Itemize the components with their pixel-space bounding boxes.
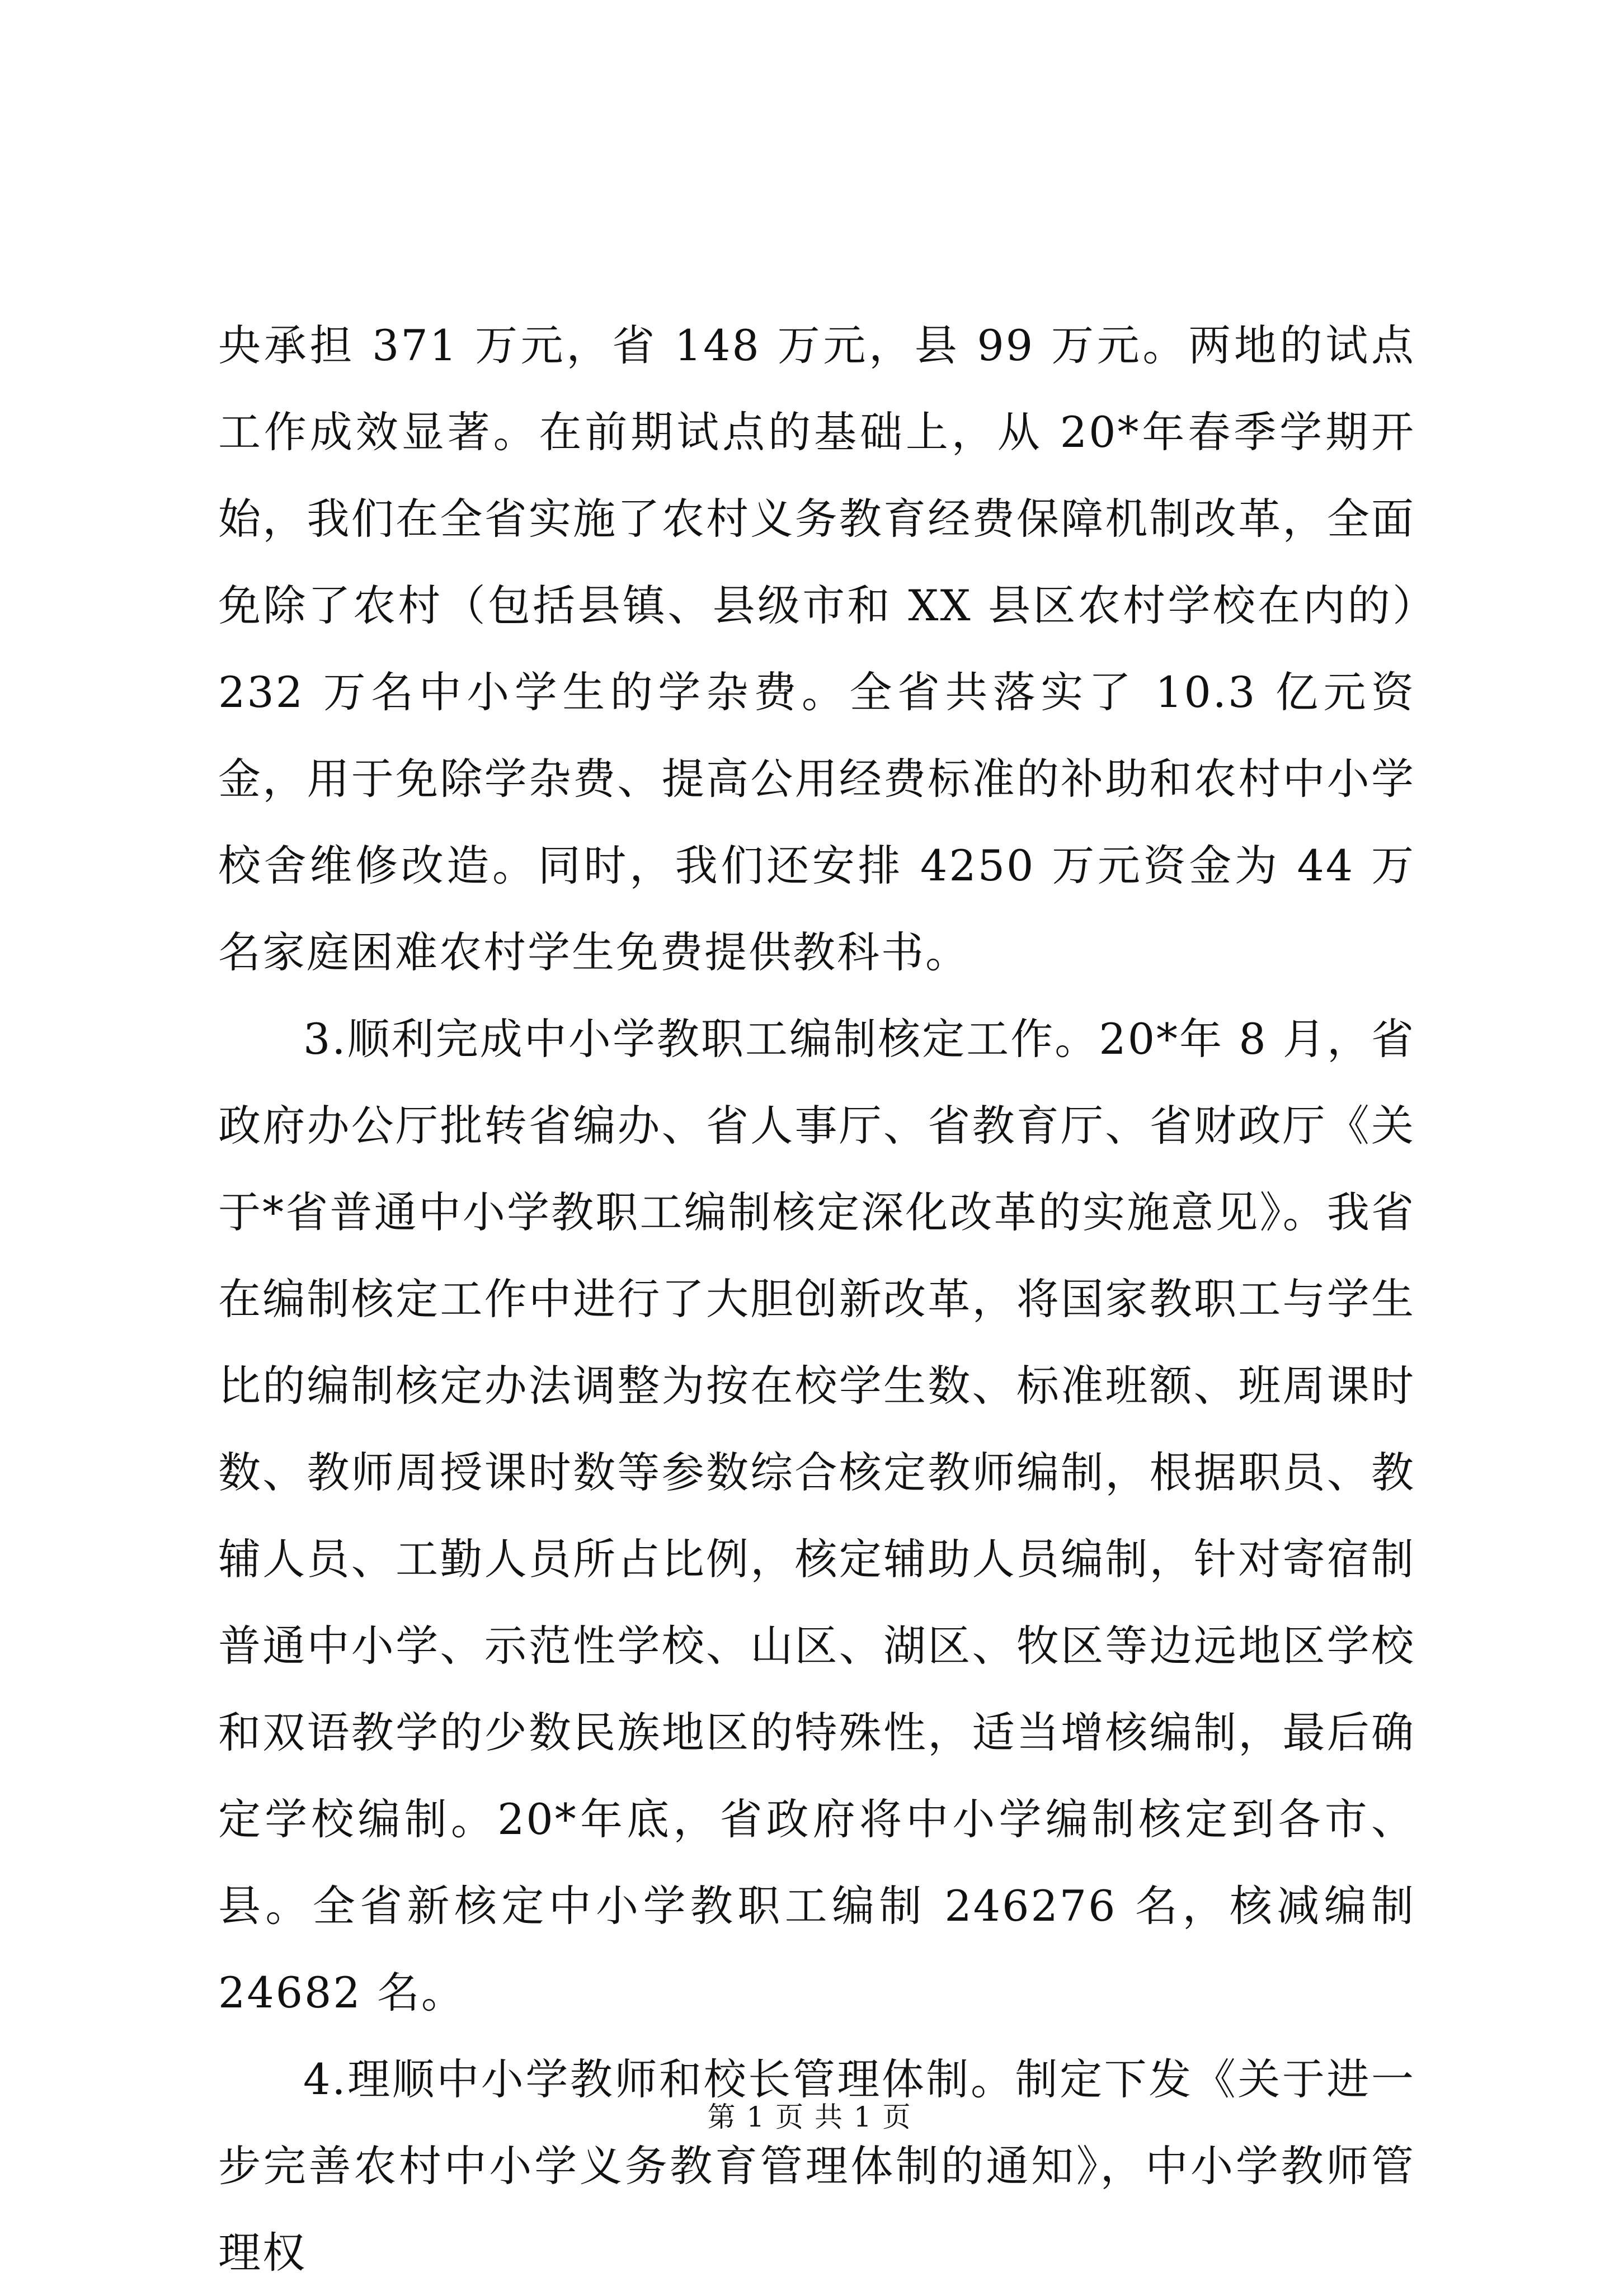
page-footer: 第 1 页 共 1 页: [707, 2101, 912, 2133]
document-body: [218, 302, 1415, 2296]
paragraph-1: 央承担 371 万元，省 148 万元，县 99 万元。两地的试点工作成效显著。在前期试点的基础上，从 20*年春季学期开始，我们在全省实施了农村义务教育经费保障机制改革，全面免除了农村（包括县镇、县级市和 XX 县区农村学校在内的）232 万名中小学生的学杂费。全省共落实了 10.3 亿元资金，用于免除学杂费、提高公用经费标准的补助和农村中小学校舍维修改造。同时，我们还安排 4250 万元资金为 44 万名家庭困难农村学生免费提供教科书。: [218, 320, 1415, 977]
paragraph-2: 3.顺利完成中小学教职工编制核定工作。20*年 8 月，省政府办公厅批转省编办、省人事厅、省教育厅、省财政厅《关于*省普通中小学教职工编制核定深化改革的实施意见》。我省在编制核定工作中进行了大胆创新改革，将国家教职工与学生比的编制核定办法调整为按在校学生数、标准班额、班周课时数、教师周授课时数等参数综合核定教师编制，根据职员、教辅人员、工勤人员所占比例，核定辅助人员编制，针对寄宿制普通中小学、示范性学校、山区、湖区、牧区等边远地区学校和双语教学的少数民族地区的特殊性，适当增核编制，最后确定学校编制。20*年底，省政府将中小学编制核定到各市、县。全省新核定中小学教职工编制 246276 名，核减编制 24682 名。: [218, 1014, 1415, 2017]
paragraph-3: 4.理顺中小学教师和校长管理体制。制定下发《关于进一步完善农村中小学义务教育管理体制的通知》，中小学教师管理权: [218, 2054, 1415, 2278]
